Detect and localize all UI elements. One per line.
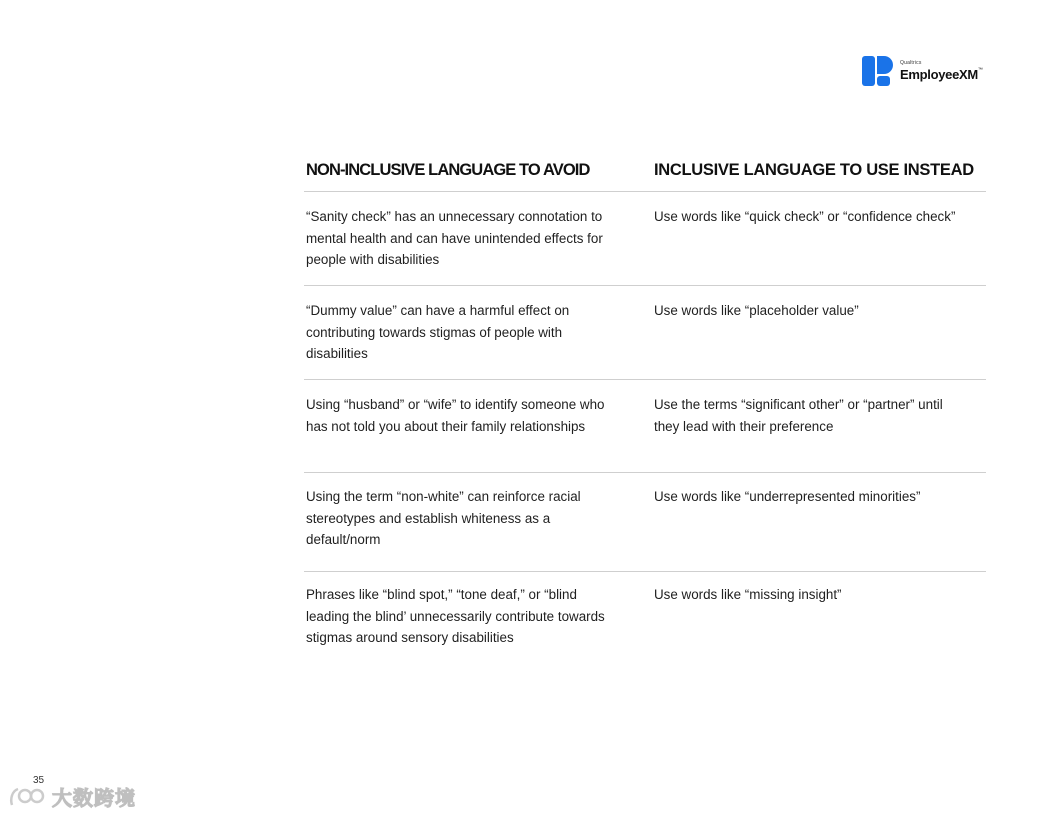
use-cell: Use words like “missing insight” [654, 587, 842, 602]
avoid-cell: “Sanity check” has an unnecessary connotation to mental health and can have unintended effects for people with disabilities [306, 209, 603, 267]
avoid-cell: Using “husband” or “wife” to identify someone who has not told you about their family relationships [306, 397, 605, 434]
use-cell: Use words like “placeholder value” [654, 303, 859, 318]
header-avoid: NON-INCLUSIVE LANGUAGE TO AVOID [306, 161, 590, 179]
page-number: 35 [33, 775, 45, 786]
table-row [304, 192, 986, 286]
table-row [304, 286, 986, 380]
watermark-text: 大数跨境 [52, 788, 136, 810]
table-row [304, 572, 986, 662]
watermark [8, 782, 136, 811]
header-use-instead: INCLUSIVE LANGUAGE TO USE INSTEAD [654, 161, 974, 179]
logo-wordmark [900, 61, 983, 81]
table-row [304, 473, 986, 572]
qualtrics-logo-icon [862, 55, 894, 87]
use-cell: Use the terms “significant other” or “partner” until they lead with their preference [654, 397, 943, 434]
avoid-cell: Using the term “non-white” can reinforce racial stereotypes and establish whiteness as a default/norm [306, 489, 581, 547]
use-cell: Use words like “underrepresented minorities” [654, 489, 921, 504]
logo-company-name: Qualtrics [900, 60, 922, 66]
avoid-cell: Phrases like “blind spot,” “tone deaf,” or “blind leading the blind’ unnecessarily contribute towards stigmas around sensory disabilities [306, 587, 605, 645]
table-row [304, 380, 986, 473]
use-cell: Use words like “quick check” or “confidence check” [654, 209, 956, 224]
watermark-logo-icon [8, 785, 48, 809]
avoid-cell: “Dummy value” can have a harmful effect on contributing towards stigmas of people with disabilities [306, 303, 570, 361]
inclusive-language-table [304, 150, 986, 662]
logo-product-name: EmployeeXM™ [900, 67, 983, 82]
table-header [304, 150, 986, 192]
employeexm-logo [862, 55, 983, 87]
